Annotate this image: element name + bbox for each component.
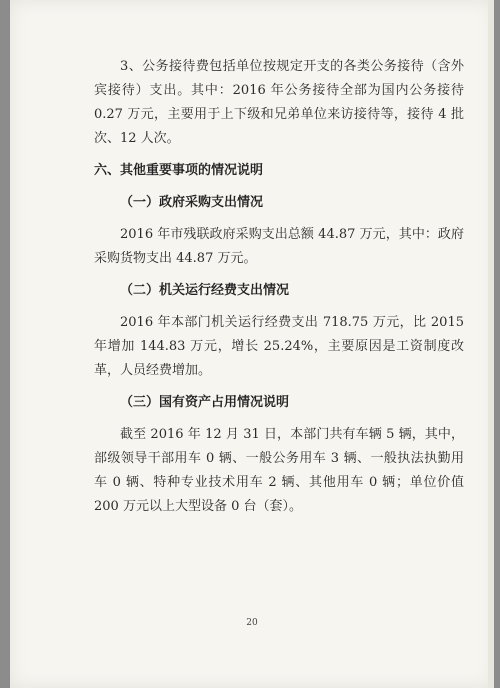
document-page	[10, 0, 494, 688]
paragraph-public-reception: 3、公务接待费包括单位按规定开支的各类公务接待（含外宾接待）支出。其中：2016 年公务接待全部为国内公务接待 0.27 万元，主要用于上下级和兄弟单位来访接待等，接待 4 批次、12 人次。	[94, 59, 464, 146]
paragraph-assets: 截至 2016 年 12 月 31 日，本部门共有车辆 5 辆，其中，部级领导干部用车 0 辆、一般公务用车 3 辆、一般执法执勤用车 0 辆、特种专业技术用车 2 辆、其他用车 0 辆；单位价值 200 万元以上大型设备 0 台（套）。	[94, 427, 464, 514]
paragraph-operating-costs: 2016 年本部门机关运行经费支出 718.75 万元，比 2015 年增加 144.83 万元，增长 25.24%，主要原因是工资制度改革，人员经费增加。	[94, 315, 464, 378]
page-edge	[488, 0, 494, 688]
document-content	[94, 55, 464, 527]
section-title-other-matters: 六、其他重要事项的情况说明	[94, 163, 264, 178]
subsection-title-procurement: （一）政府采购支出情况	[120, 195, 264, 210]
subsection-title-operating-costs: （二）机关运行经费支出情况	[120, 283, 290, 298]
page-number: 20	[246, 618, 258, 628]
paragraph-procurement: 2016 年市残联政府采购支出总额 44.87 万元，其中：政府采购货物支出 44.87 万元。	[94, 227, 464, 266]
subsection-title-assets: （三）国有资产占用情况说明	[120, 395, 290, 410]
